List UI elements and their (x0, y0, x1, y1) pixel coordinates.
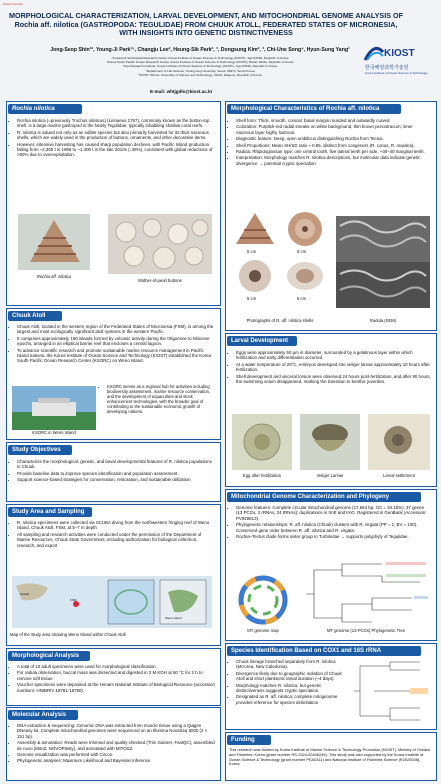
caption-map: Map of the study area showing Weno Island within Chuuk Atoll (10, 632, 126, 637)
map-label-fsm: FSM (70, 598, 77, 602)
bullet: • Morphology matches R. nilotica, but genetic distinctiveness suggests cryptic speciation. (236, 683, 347, 694)
poster-number: Poster Number (3, 2, 24, 6)
bullet: • Chuuk Atoll, located in the western region of the Federated States of Micronesia (FSM), is among the largest and most ecologically significant atoll systems in the western Pacific. (17, 324, 215, 335)
bullet: • Shell Proportions: Mean SH/SD ratio ≈ 0.95, distinct from congeners (R. conus, R. maxima). (236, 143, 431, 148)
affiliation: ¹Tropical & Subtropical Research Center, Korea Institute of Ocean Science & Technology (KIOST), Jeju 63349, Republic of Korea (111, 56, 289, 60)
section-title-objectives: Study Objectives (8, 445, 72, 455)
caption-veliger: Veliger Larvae (316, 473, 344, 478)
bullet: • For radula observation, buccal mass was dissected and digested in 2 M KOH at 60 °C for 2 h to remove soft tissue. (17, 670, 215, 681)
map-label-hawaii: Hawaii (20, 592, 30, 596)
affiliation: ²Korea South Pacific Ocean Research Center, Korea Institute of Ocean Science & Technology (KIOST), Busan 49111, Republic of Korea (106, 60, 294, 65)
cox1-16s-tree (350, 658, 430, 724)
shell-photo-3 (232, 258, 278, 294)
section-title-larval: Larval Development (227, 336, 297, 346)
egg-photo (232, 414, 292, 470)
settlement-photo (368, 414, 430, 470)
bullet: • All sampling and research activities were conducted under the permission of the Department of Marine Resources, Chuuk State Government, including authorization for biological collection, research, and export (17, 532, 215, 548)
affiliation: ⁵KIOST School, University of Science and Technology, 34113, Daejeon, Republic of Korea (138, 72, 262, 77)
caption-shells: Photographs of R. aff. nilotica shells (246, 318, 314, 323)
section-title-rochia: Rochia nilotica (8, 104, 82, 114)
bullet: • Shell development and visceral torsion were observed 24 hours post-fertilization, and after 80 hours, the swimming velum disappeared, marking the transition to benthic juveniles. (236, 374, 431, 385)
bullet: • Diagnostic feature: Deep, open umbilicus distinguishing Rochia from Tectus. (236, 136, 431, 141)
caption-phylo-tree: MT genome (13-PCGs) Phylogenetic Tree (326, 628, 406, 633)
bullet: • Eggs were approximately 50 μm in diameter, surrounded by a gelatinous layer within which fertilization and early differentiation occurred. (236, 350, 431, 361)
shell-photo-4 (282, 258, 328, 294)
bullet: • Radula: Rhipidoglossan type; one central tooth, five lateral teeth per side, ~30–40 marginal teeth. (236, 149, 431, 154)
bullet: • Chuuk lineage branched separately from R. nilotica (Mo'orea, New Caledonia). (236, 659, 347, 670)
bullet: • Coloration: Purplish-red radial streaks on white background, thin brown periostracum; inner nacreous layer highly lustrous. (236, 124, 431, 135)
affiliations (30, 56, 370, 77)
bullet: • DNA extraction & sequencing: Genomic DNA was extracted from muscle tissue using a Qiagen DNeasy kit. Complete mitochondrial genomes were sequenced on an Illumina NovaSeq 6000 (2 × 151 bp). (17, 723, 215, 739)
section-title-morph-char: Morphological Characteristics of Rochia aff. nilotica (227, 104, 401, 114)
bullet: • Divergence likely due to geographic isolation of Chuuk Atoll and short planktonic larval duration (~4 days). (236, 671, 347, 682)
study-area-map (12, 576, 212, 628)
bullet: • Rochia nilotica (=previously Trochus niloticus) (Linnaeus 1767), commonly known as the button-top shell, is a large marine gastropod in the family Tegulidae, typically inhabiting shallow coral reefs. (17, 118, 215, 129)
affiliation: ³Jeju Research Institute, Korea Institute of Ocean Science & Technology (KIOST), Jeju 63349, Republic of Korea (122, 64, 278, 69)
bullet: • R. nilotica specimens were collected via SCUBA diving from the northwestern fringing reef of Weno Island, Chuuk Atoll, FSM, at 5–7 m depth (17, 520, 215, 531)
bullet: • R. nilotica is valued not only as an edible species but also primarily harvested for its thick nacreous shells, which are widely used in the production of buttons, ornaments, and other decorative items. (17, 130, 215, 141)
mito-text (229, 505, 431, 540)
bullet: • Voucher specimens were deposited at the Honam National Institute of Biological Resource (accession numbers: HNIBRIV 18781-18790). (17, 682, 215, 693)
veliger-photo (300, 414, 360, 470)
bullet: • Provide baseline data to improve species identification and population assessment. (17, 471, 215, 476)
scale-label: 5 cm (247, 249, 257, 254)
shell-photo-1 (232, 210, 278, 248)
sampling-text (10, 520, 215, 549)
logo-line: Korea Institute of Ocean Science & Technology (365, 71, 428, 75)
scale-label: 5 cm (247, 296, 257, 301)
shell-photo-2 (282, 210, 328, 248)
bullet: • Rochia–Tectus clade forms sister group to Turbinidae → supports polyphyly of Tegulidae. (236, 534, 431, 539)
morph-analysis-text (10, 664, 215, 694)
bullet: • Shell form: Thick, smooth, conical; basal margin rounded and outwardly curved. (236, 118, 431, 123)
contact-email[interactable]: E-mail: whtjgdls@kiost.ac.kr (150, 89, 213, 94)
scale-label: 5 cm (297, 296, 307, 301)
rochia-text (10, 118, 215, 159)
ksorc-photo (12, 386, 96, 430)
logo-name: KIOST (384, 48, 415, 59)
bullet: • Assembly & annotation: Reads were trimmed and quality-checked (Trim Galore!, FastQC), assembled de novo (MitoZ, NOVOPlasty), and annotated with MITOS2. (17, 740, 215, 751)
objectives-text (10, 459, 215, 484)
caption-mt-map: MT genome map (247, 628, 279, 633)
molecular-text (10, 723, 215, 765)
larval-text (229, 350, 431, 385)
section-title-morph-analysis: Morphological Analysis (8, 651, 90, 661)
funding-text: This research was funded by Korea Institute of Marine Science & Technology Promotion (KIMST), Ministry of Oceans and Fisheries, Korea (grant number RS-2024-00406249). This study was also supported by the Korea Institute of Ocean Science & Technology (grant number PEA0311) and National Institute of Fisheries Science (R2025036), Korea. (229, 747, 431, 767)
rochia-shell-photo (18, 214, 90, 270)
bullet: • Phylogenetic relationships: R. aff. nilotica (Chuuk) clusters with R. virgata (PP = 1; BV = 100). Conserved gene order between R. aff. nilotica and R. virgata. (236, 522, 431, 533)
mt-genome-map (232, 574, 294, 626)
species-text (229, 659, 347, 706)
caption-rochia-shell: Rochia aff. nilotica (36, 274, 72, 279)
caption-radula: Radula (SEM) (369, 318, 397, 323)
bullet: • It comprises approximately 190 islands formed by volcanic activity during the Oligocene to Miocene epochs, arranged in an elliptical barrier reef that encloses a central lagoon. (17, 336, 215, 347)
section-title-species: Species Identification Based on COX1 and 16S rRNA (227, 646, 421, 656)
affiliation: ⁴Department of Life Science, Chung-Ang University, Seoul, 06974, South Korea (145, 68, 255, 73)
caption-ksorc: KSORC in Weno Island (32, 430, 76, 435)
section-title-molecular: Molecular Analysis (8, 710, 78, 720)
chuuk-text (10, 324, 215, 365)
section-title-funding: Funding (227, 735, 271, 745)
section-title-chuuk: Chuuk Atoll (8, 311, 62, 321)
bullet: • Interpretation: Morphology matches R. nilotica descriptions, but molecular data indicate genetic divergence → potential cryptic speciation (236, 155, 431, 166)
poster-title: MORPHOLOGICAL CHARACTERIZATION, LARVAL DEVELOPMENT, AND MITOCHONDRIAL GENOME ANALYSIS OF Rochia aff. nilotica (GASTROPODA: TEGULIDAE) FROM CHUUK ATOLL, FEDERATED STATES OF MICRONESIA, WITH INSIGHTS INTO GENETIC DISTINCTIVENESS (9, 11, 403, 38)
bullet: • At a water temperature of 29°C, embryos developed into veliger larvae approximately 10 hours after fertilization. (236, 362, 431, 373)
bullet: • Phylogenetic analyses: Maximum Likelihood and Bayesian Inference (17, 758, 215, 763)
buttons-photo (108, 214, 212, 274)
section-title-mito: Mitochondrial Genome Characterization and Phylogeny (227, 492, 421, 502)
bullet: • However, intensive harvesting has caused sharp population declines, with Pacific Island production falling from ~2,300 t in 1996 to ~1,400 t in the late 2010s (↓39%), consistent with global reductions of >50% due to overexploitation. (17, 142, 215, 158)
phylogenetic-tree (302, 560, 430, 626)
authors: Jong-Seop Shin¹², Young-Ji Park¹⁵, Changju Lee², Heung-Sik Park², ³, Dongsung Kim², ³, Chi-Une Song⁴, Hyun-Sung Yang¹ (50, 47, 350, 53)
bullet: • Genome visualization was performed with Circos. (17, 752, 215, 757)
map-label-weno: Weno Island (165, 616, 182, 620)
bullet: • Designated as R. aff. nilotica; complete mitogenome provides reference for species delimitation. (236, 694, 347, 705)
logo-korean: 한국해양과학기술원 (365, 65, 409, 71)
bullet: • To advance scientific research and promote sustainable marine resource management in Pacific Island nations, the Korea Institute of Ocean Science and Technology (KIOST) established the Korea South Pacific Ocean Research Center (KSORC) on Weno Island. (17, 348, 215, 364)
caption-egg: Egg after fertilization (242, 473, 282, 478)
ksorc-text (100, 384, 215, 416)
bullet: • Genome features: Complete circular mitochondrial genome (17,664 bp; GC = 34.15%). 37 genes (13 PCGs, 2 rRNAs, 24 tRNAs); duplications in trnE and trnG. Registered in GenBank (Accession: PV929813). (236, 505, 431, 521)
section-title-sampling: Study Area and Sampling (8, 507, 92, 517)
bullet: • Support science-based strategies for conservation, restoration, and sustainable utilization (17, 477, 215, 482)
caption-settlement: Larval settlement (383, 473, 415, 478)
caption-buttons: Mother-of-pearl buttons (138, 278, 182, 283)
kiost-logo-icon (363, 44, 385, 62)
bullet: • KSORC serves as a regional hub for activities including biodiversity assessment, marine resource conservation, and the development of aquaculture and stock enhancement technologies, with the broader goal of contributing to the sustainable economic growth of developing nations. (107, 384, 215, 415)
radula-sem-image (336, 216, 430, 308)
bullet: • A total of 10 adult specimens were used for morphological classification. (17, 664, 215, 669)
scale-label: 5 cm (297, 249, 307, 254)
morph-char-text (229, 118, 431, 167)
bullet: • Characterize the morphological, genetic, and larval developmental features of R. nilotica populations in Chuuk. (17, 459, 215, 470)
